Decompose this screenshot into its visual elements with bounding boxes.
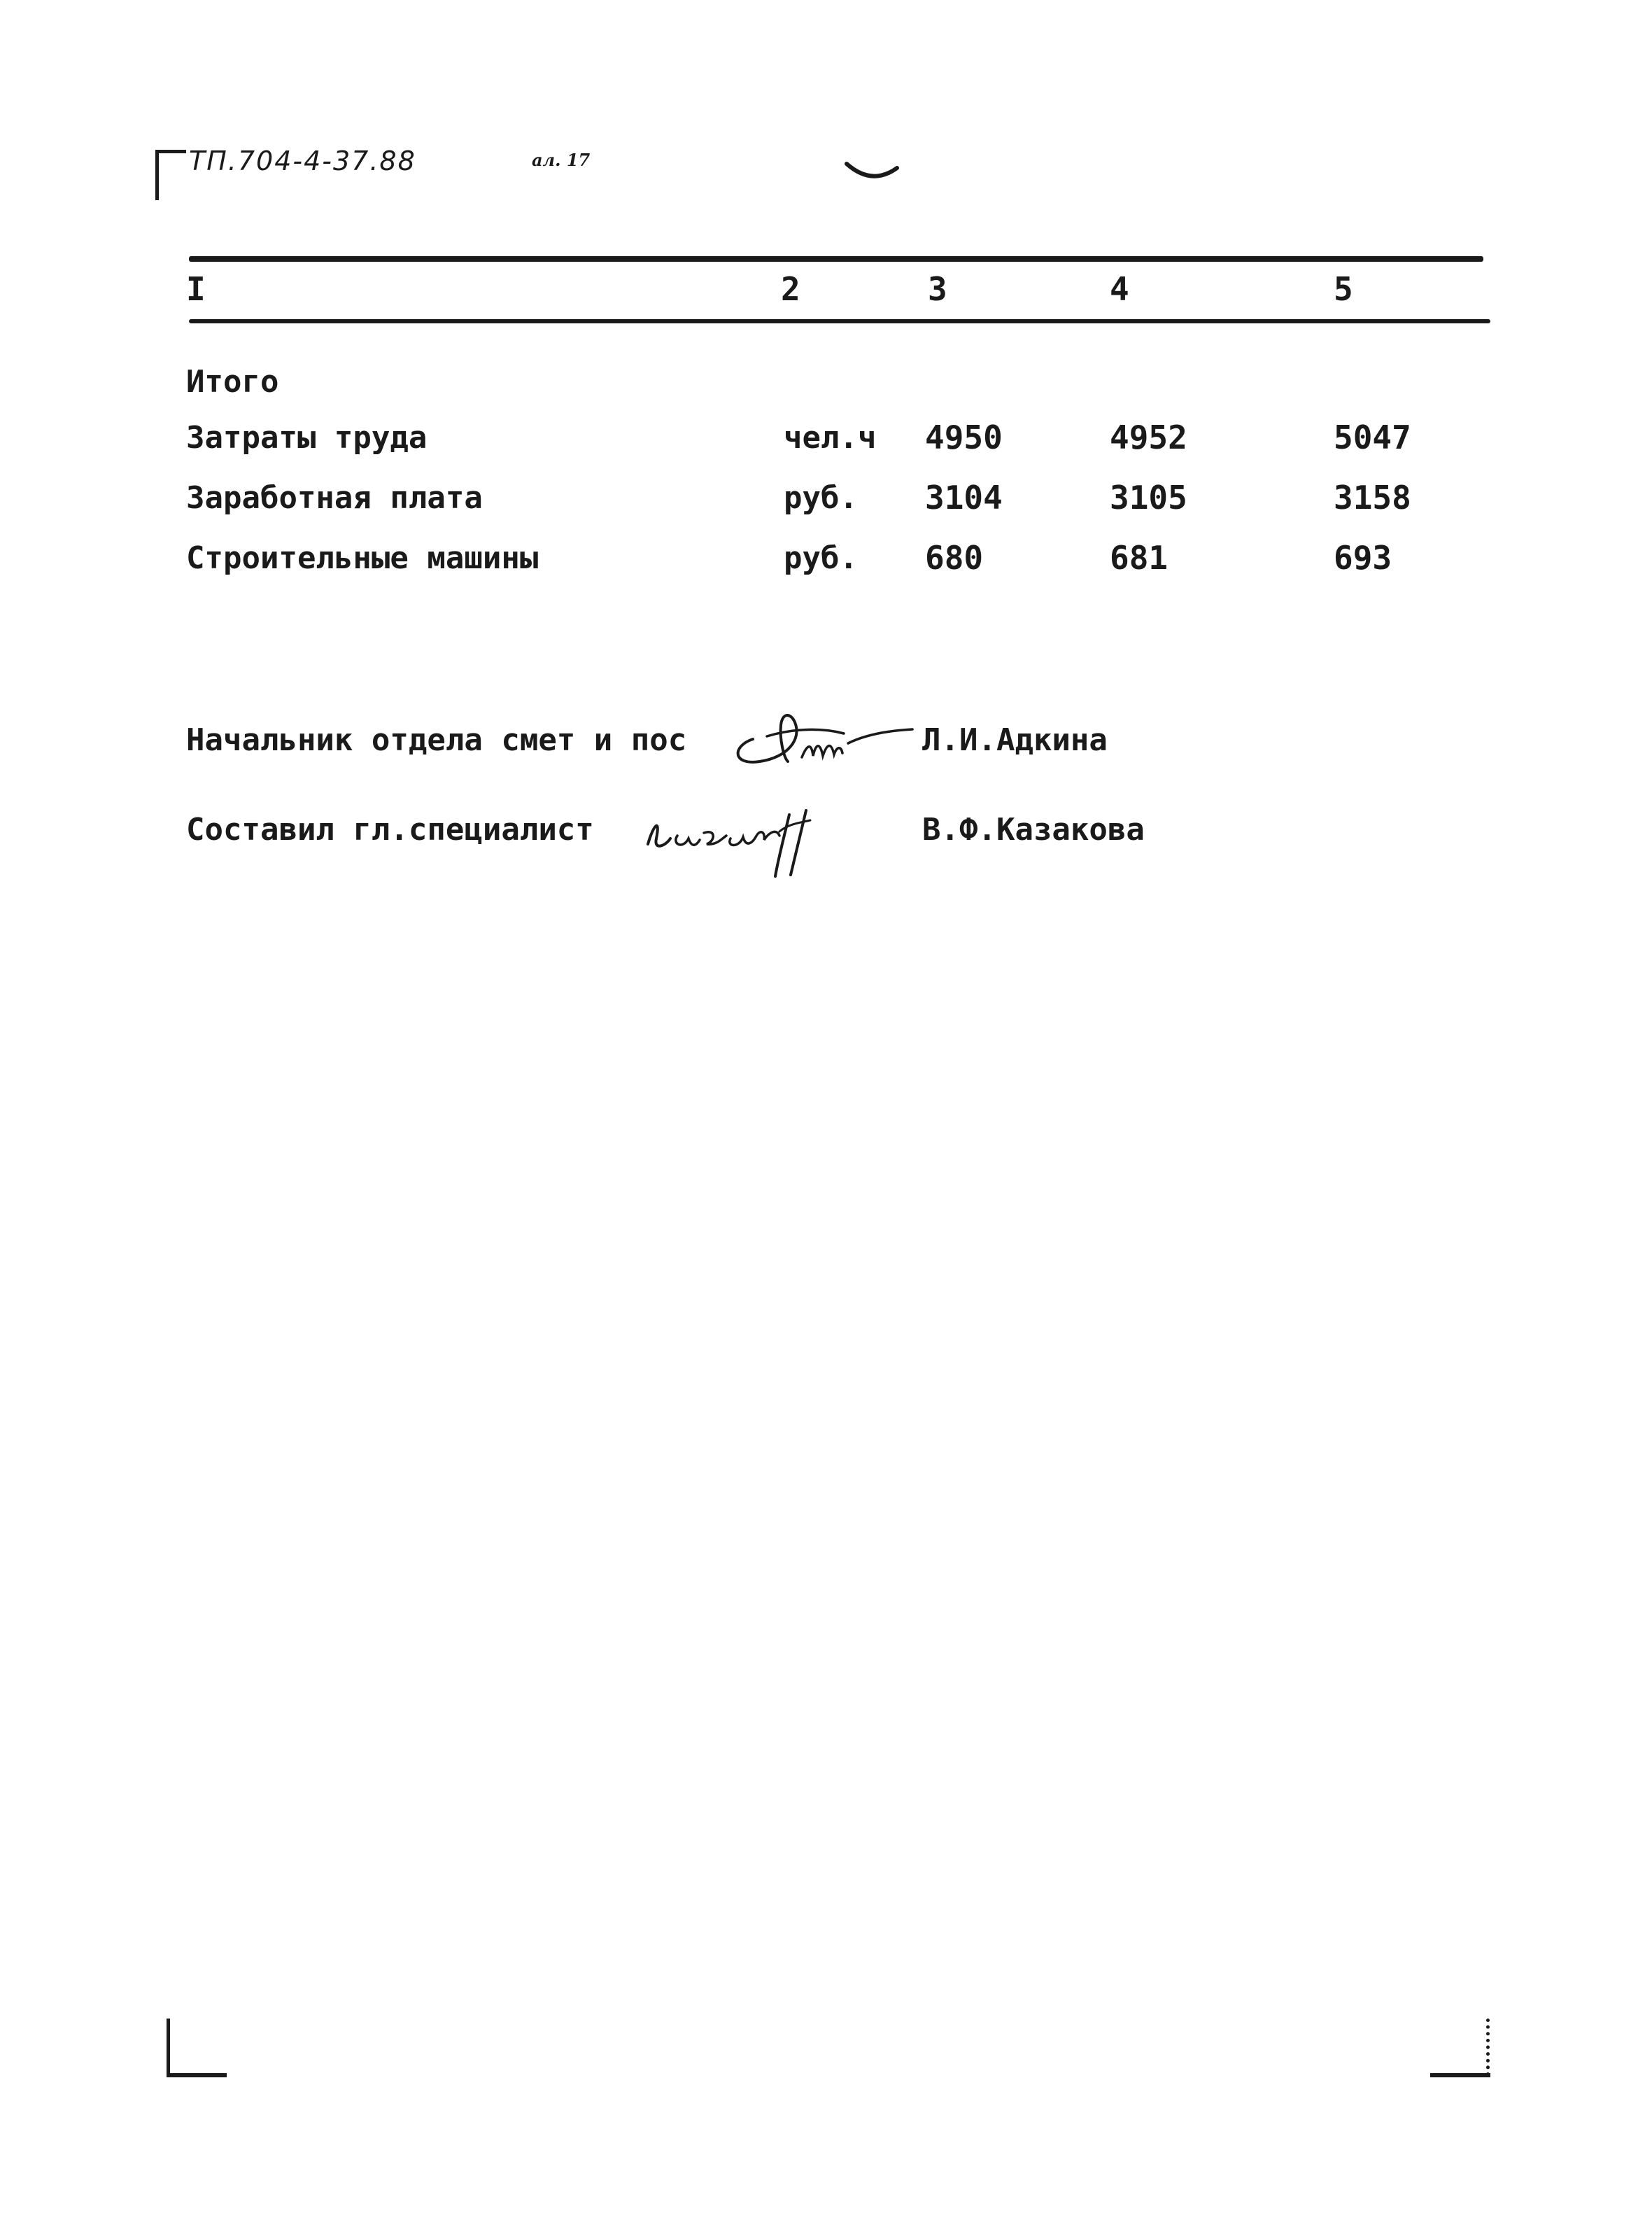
row-value-col3: 4950 [925,419,1003,456]
column-header-4: 4 [1110,270,1129,308]
sheet-label: ал. 17 [532,150,591,170]
row-unit: руб. [784,540,858,576]
row-value-col3: 3104 [925,479,1003,517]
frame-corner-bottom-right-base [1430,2073,1490,2077]
frame-corner-bottom-right [1486,2019,1490,2076]
frame-corner-top-left [155,150,159,200]
row-value-col3: 680 [925,539,984,577]
frame-corner-bottom-left-base [167,2073,227,2077]
frame-corner-bottom-left [167,2019,170,2076]
column-header-3: 3 [928,270,947,308]
table-header-rule [189,319,1490,323]
row-value-col4: 3105 [1110,479,1187,517]
row-value-col5: 5047 [1334,419,1411,456]
row-label: Заработная плата [186,480,483,516]
row-value-col4: 4952 [1110,419,1187,456]
signature-role-head: Начальник отдела смет и пос [186,722,687,758]
row-label: Строительные машины [186,540,539,576]
row-value-col5: 693 [1334,539,1392,577]
handwritten-signature-2 [640,789,856,880]
frame-corner-top-left-tick [155,150,186,153]
row-label: Затраты труда [186,420,428,456]
row-unit: руб. [784,480,858,516]
document-code: ТП.704-4-37.88 [189,146,416,176]
column-header-5: 5 [1334,270,1353,308]
page-mark-icon [844,158,900,186]
handwritten-signature-1 [725,697,914,774]
column-header-2: 2 [781,270,800,308]
signature-name-head: Л.И.Адкина [922,722,1108,758]
column-header-1: I [186,270,206,308]
signature-role-compiler: Составил гл.специалист [186,812,594,848]
section-title-total: Итого [186,364,279,400]
signature-name-compiler: В.Ф.Казакова [922,812,1145,848]
row-unit: чел.ч [784,420,877,456]
table-top-rule [189,256,1483,262]
row-value-col5: 3158 [1334,479,1411,517]
row-value-col4: 681 [1110,539,1169,577]
